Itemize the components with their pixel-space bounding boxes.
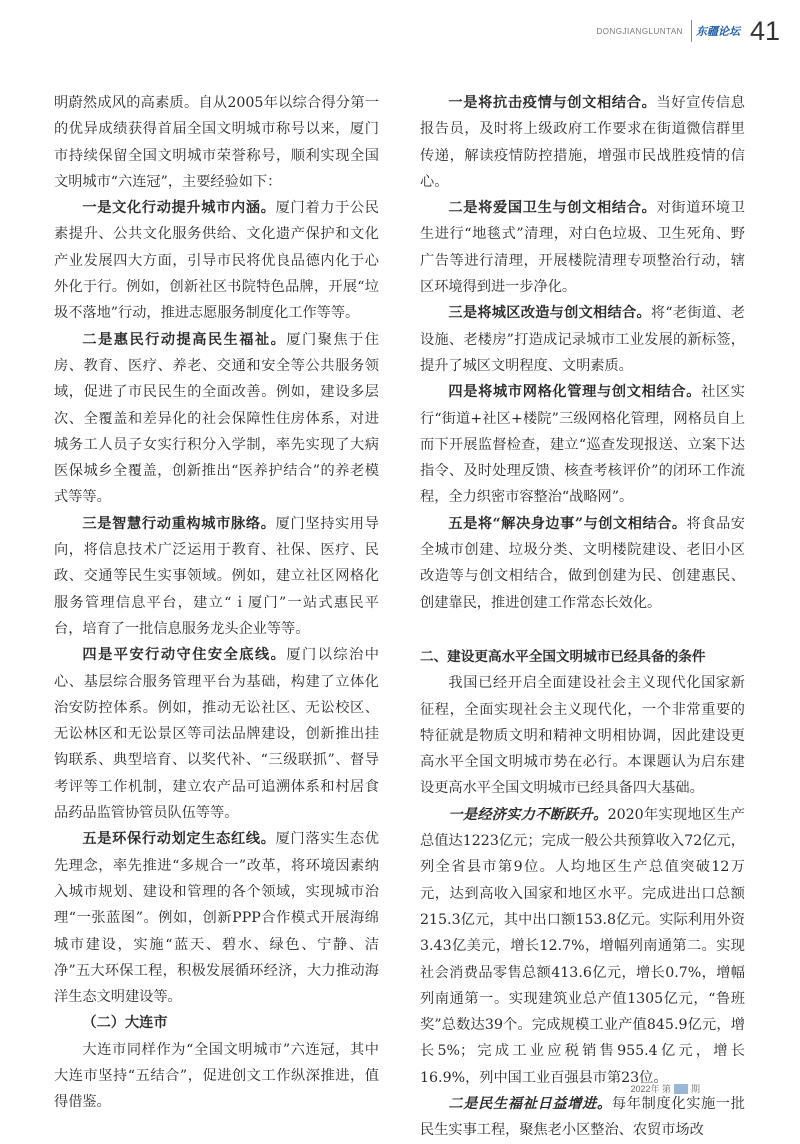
point-heading: 三是智慧行动重构城市脉络。 bbox=[82, 515, 276, 532]
paragraph bbox=[54, 195, 379, 326]
paragraph bbox=[420, 379, 745, 510]
point-heading: 一是文化行动提升城市内涵。 bbox=[82, 200, 276, 217]
paragraph bbox=[420, 90, 745, 195]
paragraph: 明蔚然成风的高素质。自从2005年以综合得分第一的优异成绩获得首届全国文明城市称号以来，厦门市持续保留全国文明城市荣誉称号，顺利实现全国文明城市“六连冠”，主要经验如下： bbox=[54, 95, 379, 190]
paragraph bbox=[54, 642, 379, 826]
point-heading: 四是平安行动守住安全底线。 bbox=[82, 647, 287, 664]
left-column bbox=[54, 90, 379, 1116]
point-heading: 五是将“解决身边事”与创文相结合。 bbox=[448, 515, 687, 532]
point-body: 社区实行“街道+社区+楼院”三级网格化管理，网格员自上而下开展监督检查，建立“巡查发现报送、立案下达指令、及时处理反馈、核查考核评价”的闭环工作流程，全力织密市容整治“战略网”。 bbox=[420, 384, 745, 506]
point-body: 厦门坚持实用导向，将信息技术广泛运用于教育、社保、医疗、民政、交通等民生实事领域。例如，建立社区网格化服务管理信息平台，建立“ｉ厦门”一站式惠民平台，培育了一批信息服务龙头企业等等。 bbox=[54, 515, 379, 637]
footer-year: 2022年 第 bbox=[630, 1084, 671, 1094]
point-heading: 五是环保行动划定生态红线。 bbox=[82, 831, 276, 848]
journal-pinyin: DONGJIANGLUNTAN bbox=[596, 26, 683, 36]
issue-number-box bbox=[674, 1084, 688, 1094]
page-header bbox=[596, 14, 780, 48]
point-body: 厦门着力于公民素提升、公共文化服务供给、文化遗产保护和文化产业发展四大方面，引导市民将优良品德内化于心外化于行。例如，创新社区书院特色品牌，开展“垃圾不落地”行动，推进志愿服务制度化工作等等。 bbox=[54, 200, 379, 322]
point-body: 每年制度化实施一批民生实事工程，聚焦老小区整治、农贸市场改 bbox=[420, 1095, 745, 1139]
point-heading: 一是经济实力不断跃升。 bbox=[448, 806, 608, 823]
point-body: 对街道环境卫生进行“地毯式”清理，对白色垃圾、卫生死角、野广告等进行清理，开展楼院清理专项整治行动，辖区环境得到进一步净化。 bbox=[420, 200, 745, 296]
journal-name: 东疆论坛 bbox=[695, 25, 740, 38]
point-heading: 三是将城区改造与创文相结合。 bbox=[448, 305, 651, 322]
paragraph: 大连市同样作为“全国文明城市”六连冠，其中大连市坚持“五结合”，促进创文工作纵深推进，值得借鉴。 bbox=[54, 1041, 379, 1111]
footer-period: 期 bbox=[690, 1084, 700, 1094]
paragraph bbox=[54, 826, 379, 1010]
point-body: 当好宣传信息报告员，及时将上级政府工作要求在街道微信群里传递，解读疫情防控措施，增强市民战胜疫情的信心。 bbox=[420, 95, 745, 190]
point-heading: 一是将抗击疫情与创文相结合。 bbox=[448, 95, 657, 111]
paragraph bbox=[420, 195, 745, 300]
paragraph bbox=[420, 1091, 745, 1144]
point-heading: 四是将城市网格化管理与创文相结合。 bbox=[448, 384, 702, 401]
point-body: 将食品安全城市创建、垃圾分类、文明楼院建设、老旧小区改造等与创文相结合，做到创建为民、创建惠民、创建靠民，推进创建工作常态长效化。 bbox=[420, 515, 745, 611]
right-column bbox=[420, 90, 745, 1144]
point-body: 厦门落实生态优先理念，率先推进“多规合一”改革，将环境因素纳入城市规划、建设和管理的各个领域，实现城市治理“一张蓝图”。例如，创新PPP合作模式开展海绵城市建设，实施“蓝天、碧水、绿色、宁静、洁净”五大环保工程，积极发展循环经济，大力推动海洋生态文明建设等。 bbox=[54, 831, 379, 1006]
sub-heading: （二）大连市 bbox=[82, 1015, 168, 1032]
paragraph: 我国已经开启全面建设社会主义现代化国家新征程，全面实现社会主义现代化，一个非常重要的特征就是物质文明和精神文明相协调，因此建设更高水平全国文明城市势在必行。本课题认为启东建设更高水平全国文明城市已经具备四大基础。 bbox=[420, 675, 745, 797]
page-number: 41 bbox=[749, 15, 780, 46]
point-heading: 二是将爱国卫生与创文相结合。 bbox=[448, 200, 657, 217]
section-heading: 二、建设更高水平全国文明城市已经具备的条件 bbox=[420, 648, 706, 665]
point-body: 2020年实现地区生产总值达1223亿元；完成一般公共预算收入72亿元，列全省县市第9位。人均地区生产总值突破12万元，达到高收入国家和地区水平。完成进出口总额215.3亿元，其中出口额153.8亿元。实际利用外资3.43亿美元，增长12.7%，增幅列南通第二。实现社会消费品零售总额413.6亿元，增长0.7%，增幅列南通第一。实现建筑业总产值1305亿元，“鲁班奖”总数达39个。完成规模工业产值845.9亿元，增长5%；完成工业应税销售955.4亿元，增长16.9%，列中国工业百强县市第23位。 bbox=[420, 806, 745, 1086]
point-body: 将“老街道、老设施、老楼房”打造成记录城市工业发展的新标签，提升了城区文明程度、文明素质。 bbox=[420, 305, 745, 374]
point-heading: 二是民生福祉日益增进。 bbox=[448, 1095, 612, 1112]
point-heading: 二是惠民行动提高民生福祉。 bbox=[82, 331, 287, 348]
paragraph bbox=[420, 300, 745, 379]
paragraph bbox=[420, 802, 745, 1091]
paragraph bbox=[54, 511, 379, 642]
page-footer bbox=[630, 1082, 700, 1095]
header-divider bbox=[691, 20, 692, 42]
paragraph bbox=[420, 511, 745, 616]
point-body: 厦门聚焦于住房、教育、医疗、养老、交通和安全等公共服务领域，促进了市民民生的全面改善。例如，建设多层次、全覆盖和差异化的社会保障性住房体系，对进城务工人员子女实行积分入学制，率先实现了大病医保城乡全覆盖，创新推出“医养护结合”的养老模式等等。 bbox=[54, 331, 379, 506]
paragraph bbox=[54, 327, 379, 511]
point-body: 厦门以综治中心、基层综合服务管理平台为基础，构建了立体化治安防控体系。例如，推动无讼社区、无讼校区、无讼林区和无讼景区等司法品牌建设，创新推出挂钩联系、典型培育、以奖代补、“三级联抓”、督导考评等工作机制，建立农产品可追溯体系和村居食品药品监管协管员队伍等等。 bbox=[54, 647, 379, 822]
